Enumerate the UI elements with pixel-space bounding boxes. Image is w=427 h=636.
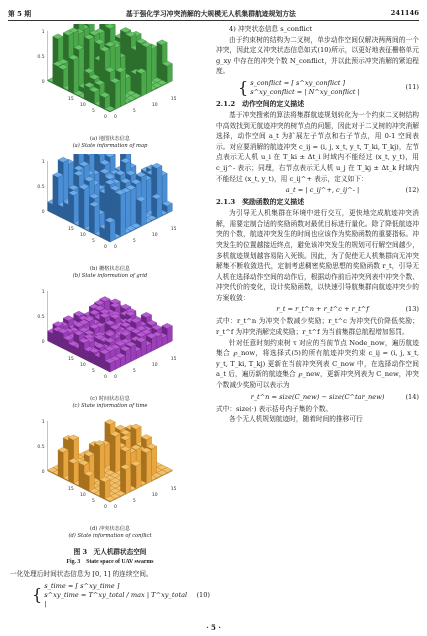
section-2-1-3: 2.1.3 奖励函数的定义描述 — [216, 198, 305, 207]
z-tick-label: 0 — [41, 79, 45, 85]
equation-11 — [216, 79, 419, 97]
x-tick-label: 0 — [114, 375, 117, 380]
eq12-number: (12) — [405, 186, 419, 195]
paragraph-reward-1: 为引导无人机集群在环境中进行交互，更快地完成航迹冲突消解，需要定制合适的奖励函数对最优目标进行量化。除了降低航迹冲突的个数，航迹冲突发生的时间也应该作为奖励函数的重要指标。冲突发生的位置越接近终点，避免该冲突发生的规划可行解空间越少，多机航迹规划越容易陷入死锁。因此，为了促使无人机集群向无冲突解集不断收敛迭代，定制考虑稠密奖励思想的奖励函数 r_t，引导无人机在选择动作空间的动作后，根据动作前后冲突列表中冲突个数、冲突代价的变化，设计奖励函数，以快速引导航集群向航迹冲突少的方案收敛： — [216, 209, 419, 302]
eq11-line2: s^xy_conflict = | N^xy_conflict | — [250, 87, 360, 96]
z-tick-label: 0 — [41, 339, 45, 345]
z-tick-label: 0.5 — [37, 444, 45, 450]
x-tick-label: 10 — [151, 103, 158, 108]
bar3d — [89, 202, 99, 235]
x-tick-label: 10 — [151, 233, 158, 238]
bar3d-plot — [10, 154, 210, 266]
eq14-number: (14) — [405, 392, 419, 401]
item-conflict-state: 4) 冲突状态信息 s_conflict — [229, 25, 313, 33]
y-tick-label: 10 — [80, 233, 86, 238]
figure-panel — [10, 414, 210, 544]
x-tick-label: 5 — [132, 369, 136, 374]
x-tick-label: 5 — [132, 109, 136, 114]
x-tick-label: 5 — [132, 499, 136, 504]
bar3d — [84, 471, 94, 492]
z-tick-label: 0.5 — [37, 314, 45, 320]
eq10-line2: s^xy_time = T^xy_total / max | T^xy_total | — [44, 590, 188, 608]
figure-panel — [10, 154, 210, 284]
bar3d — [105, 217, 115, 242]
bar3d — [68, 458, 78, 484]
panel-caption-cn: (a) 地图状态信息 — [90, 136, 130, 142]
z-tick-label: 1 — [41, 289, 45, 295]
bar3d — [68, 55, 78, 94]
y-tick-label: 0 — [104, 115, 107, 120]
bar3d — [131, 461, 141, 489]
article-number: 241146 — [390, 9, 419, 17]
paragraph-reward-2: 式中：r_t^n 为冲突个数减少奖励；r_t^c 为冲突代价降低奖励；r_t^f 为冲突消解完成奖励；r_t^f 为当前集群总航程增加惩罚。 — [216, 317, 419, 337]
z-tick-label: 1 — [41, 419, 45, 425]
eq13-body: r_t = r_t^n + r_t^c + r_t^f — [276, 305, 369, 314]
eq12-body: a_t = | c_ij^+, c_ij^- | — [285, 186, 360, 195]
bar3d-plot — [10, 24, 210, 136]
x-tick-label: 0 — [114, 245, 117, 250]
y-tick-label: 0 — [104, 505, 107, 510]
page-header — [8, 6, 419, 21]
panel-caption-en: (c) State information of time — [72, 403, 148, 409]
equation-12 — [216, 186, 419, 195]
bar3d — [58, 447, 68, 478]
left-column — [10, 24, 210, 611]
bar3d — [162, 61, 172, 83]
bar3d-plot — [10, 414, 210, 526]
z-tick-label: 1 — [41, 29, 45, 35]
bar3d — [79, 184, 89, 229]
eq11-line1: s_conflict = [ s^xy_conflict ] — [250, 78, 346, 87]
y-tick-label: 10 — [80, 103, 86, 108]
y-tick-label: 15 — [68, 97, 74, 102]
bar3d — [110, 431, 120, 473]
bar3d — [136, 68, 146, 96]
z-tick-label: 1 — [41, 159, 45, 165]
z-tick-label: 0.5 — [37, 184, 45, 190]
x-tick-label: 0 — [114, 505, 117, 510]
panel-caption-en: (a) State information of map — [72, 143, 148, 149]
x-tick-label: 15 — [170, 227, 177, 232]
y-tick-label: 5 — [92, 109, 95, 114]
equation-13 — [216, 305, 419, 314]
z-tick-label: 0 — [41, 469, 45, 475]
panel-caption-cn: (c) 时间状态信息 — [90, 396, 130, 402]
z-tick-label: 0 — [41, 209, 45, 215]
equation-14 — [216, 393, 419, 402]
y-tick-label: 10 — [80, 493, 86, 498]
bar3d — [152, 194, 162, 219]
x-tick-label: 15 — [170, 357, 177, 362]
panel-caption-cn: (d) 冲突状态信息 — [89, 526, 131, 532]
eq13-number: (13) — [405, 305, 419, 314]
paragraph-end-1: 式中：size(·) 表示括号内子集的个数。 — [216, 404, 333, 413]
equation-10 — [10, 582, 210, 609]
figure-panel — [10, 24, 210, 154]
paragraph-action: 基于冲突搜索的算法将集群航迹规划转化为一个约束二叉树结构中高效找到无航迹冲突的树节点的问题，因此对于二叉树的冲突消解选择，动作空间 a_t 为扩展左子节点和右子节点，用 0-1 空间表示。对应要消解的航迹冲突 c_ij = (i, j, x_t, y_t, T_ki, T_kj)，左节点表示无人机 u_i 在 T_ki ± Δt_i 时域内不能经过 (x_t, y_t)，用 c_ij^- 表示；同理，右节点表示无人机 u_j 在 T_kj ± Δt_k 时域内不能经过 (x_t, y_t)，用 c_ij^+ 表示，定义如下： — [216, 110, 419, 183]
bar3d — [105, 358, 115, 372]
bar3d — [68, 190, 78, 223]
y-tick-label: 15 — [68, 357, 74, 362]
paragraph-reward-3: 针对任意时刻约束树 τ 对应的当前节点 Node_now，遍历航迹集合 ℘_now，将选择式(5)的所有航迹冲突约束 c_ij = (i, j, x_t, y_t, T_ki, T_kj) 更新在当前冲突列表 C_now 中，在选择动作空间 a_t 后，遍历新的航迹集合 ℘_new，更新冲突列表为 C_new，冲突个数减少奖励可以表示为 — [216, 338, 419, 390]
x-tick-label: 0 — [114, 115, 117, 120]
figure-panel — [10, 284, 210, 414]
y-tick-label: 5 — [92, 369, 95, 374]
y-tick-label: 5 — [92, 499, 95, 504]
section-2-1-2: 2.1.2 动作空间的定义描述 — [216, 99, 305, 108]
bar3d — [115, 190, 125, 237]
eq10-number: (10) — [196, 590, 210, 599]
figure-caption-en: Fig. 3 State space of UAV swarms — [66, 559, 154, 565]
y-tick-label: 0 — [104, 245, 107, 250]
bar3d-plot — [10, 284, 210, 396]
brace-symbol: { — [238, 77, 249, 97]
bar3d — [110, 78, 120, 109]
x-tick-label: 10 — [151, 363, 158, 368]
bar3d — [100, 477, 110, 500]
y-tick-label: 5 — [92, 239, 95, 244]
eq11-number: (11) — [405, 83, 419, 92]
figure-3 — [10, 24, 210, 565]
bar3d — [58, 64, 68, 88]
bar3d — [141, 448, 151, 484]
panel-caption-en: (d) State information of conflict — [68, 533, 152, 539]
y-tick-label: 15 — [68, 227, 74, 232]
paragraph-conflict: 由于约束树的结构为二叉树，单步动作空间仅解决两两间的一个冲突，因此定义冲突状态信息如式(10)所示，以更好地表征栅格单元 g_xy 中存在的冲突个数 N_conflict，并以此预示冲突消解的紧迫程度。 — [216, 35, 419, 76]
y-tick-label: 10 — [80, 363, 86, 368]
panel-caption-en: (b) State information of grid — [72, 273, 148, 279]
bar3d — [94, 440, 104, 481]
x-tick-label: 15 — [170, 97, 177, 102]
y-tick-label: 0 — [104, 375, 107, 380]
paragraph-end-2: 各个无人机规划航迹时，随着时间的推移可行 — [229, 415, 363, 424]
issue-number: 第 5 期 — [8, 10, 32, 18]
brace-symbol: { — [32, 585, 43, 605]
panel-caption-cn: (b) 栅格状态信息 — [89, 266, 131, 272]
right-column — [216, 24, 419, 425]
x-tick-label: 5 — [132, 239, 136, 244]
bar3d — [136, 196, 146, 226]
bar3d — [120, 464, 130, 494]
figure-caption-cn: 图 3 无人机群状态空间 — [73, 548, 147, 556]
page-number: · 5 · — [206, 623, 221, 632]
running-title: 基于强化学习冲突消解的大规模无人机集群航迹规划方法 — [125, 10, 296, 18]
x-tick-label: 10 — [151, 493, 158, 498]
y-tick-label: 15 — [68, 487, 74, 492]
x-tick-label: 15 — [170, 487, 177, 492]
z-tick-label: 0.5 — [37, 54, 45, 60]
eq14-body: r_t^n = size(C_new) − size(C^tar_new) — [250, 392, 385, 401]
paragraph-time-norm: 一化处理后时间状态信息为 [0, 1] 的连续空间。 — [10, 570, 153, 578]
eq10-line1: s_time = [ s^xy_time ] — [44, 581, 120, 590]
